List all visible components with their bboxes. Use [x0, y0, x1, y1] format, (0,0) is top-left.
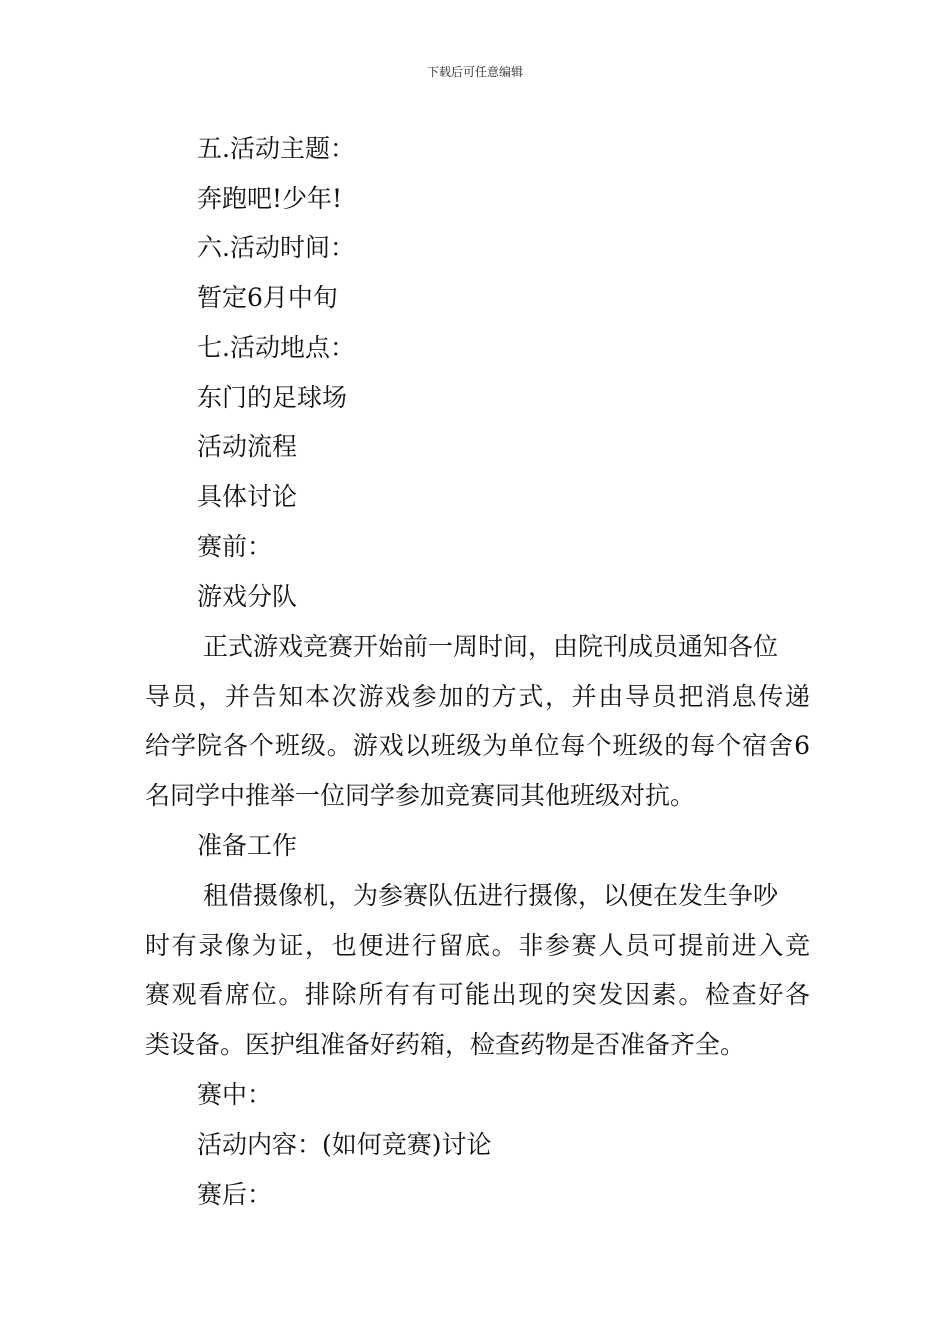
process-text: 具体讨论 — [197, 482, 298, 511]
paragraph-line: 给学院各个班级。游戏以班级为单位每个班级的每个宿舍6 — [145, 731, 810, 760]
paragraph-line: 导员，并告知本次游戏参加的方式，并由导员把消息传递 — [145, 682, 810, 711]
pre-match-heading: 赛前： — [197, 532, 273, 561]
preparation-heading: 准备工作 — [197, 831, 298, 860]
time-text: 暂定6月中旬 — [197, 283, 338, 312]
section-heading-time: 六.活动时间： — [197, 233, 355, 262]
team-division-heading: 游戏分队 — [197, 582, 298, 611]
theme-text: 奔跑吧!少年! — [197, 184, 343, 213]
section-heading-theme: 五.活动主题： — [197, 134, 355, 163]
paragraph-line: 时有录像为证，也便进行留底。非参赛人员可提前进入竞 — [145, 931, 810, 960]
post-match-heading: 赛后： — [197, 1180, 273, 1209]
section-heading-location: 七.活动地点： — [197, 333, 355, 362]
paragraph-line: 名同学中推举一位同学参加竞赛同其他班级对抗。 — [145, 781, 696, 810]
page-header: 下载后可任意编辑 — [426, 65, 523, 79]
process-heading: 活动流程 — [197, 432, 298, 461]
paragraph-line: 类设备。医护组准备好药箱，检查药物是否准备齐全。 — [145, 1030, 746, 1059]
paragraph-line: 赛观看席位。排除所有有可能出现的突发因素。检查好各 — [145, 980, 810, 1009]
paragraph-line: 正式游戏竞赛开始前一周时间，由院刊成员通知各位 — [203, 632, 779, 661]
paragraph-line: 租借摄像机，为参赛队伍进行摄像，以便在发生争吵 — [203, 881, 779, 910]
mid-match-heading: 赛中： — [197, 1080, 273, 1109]
location-text: 东门的足球场 — [197, 383, 348, 412]
activity-content-text: 活动内容：(如何竞赛)讨论 — [197, 1130, 492, 1159]
